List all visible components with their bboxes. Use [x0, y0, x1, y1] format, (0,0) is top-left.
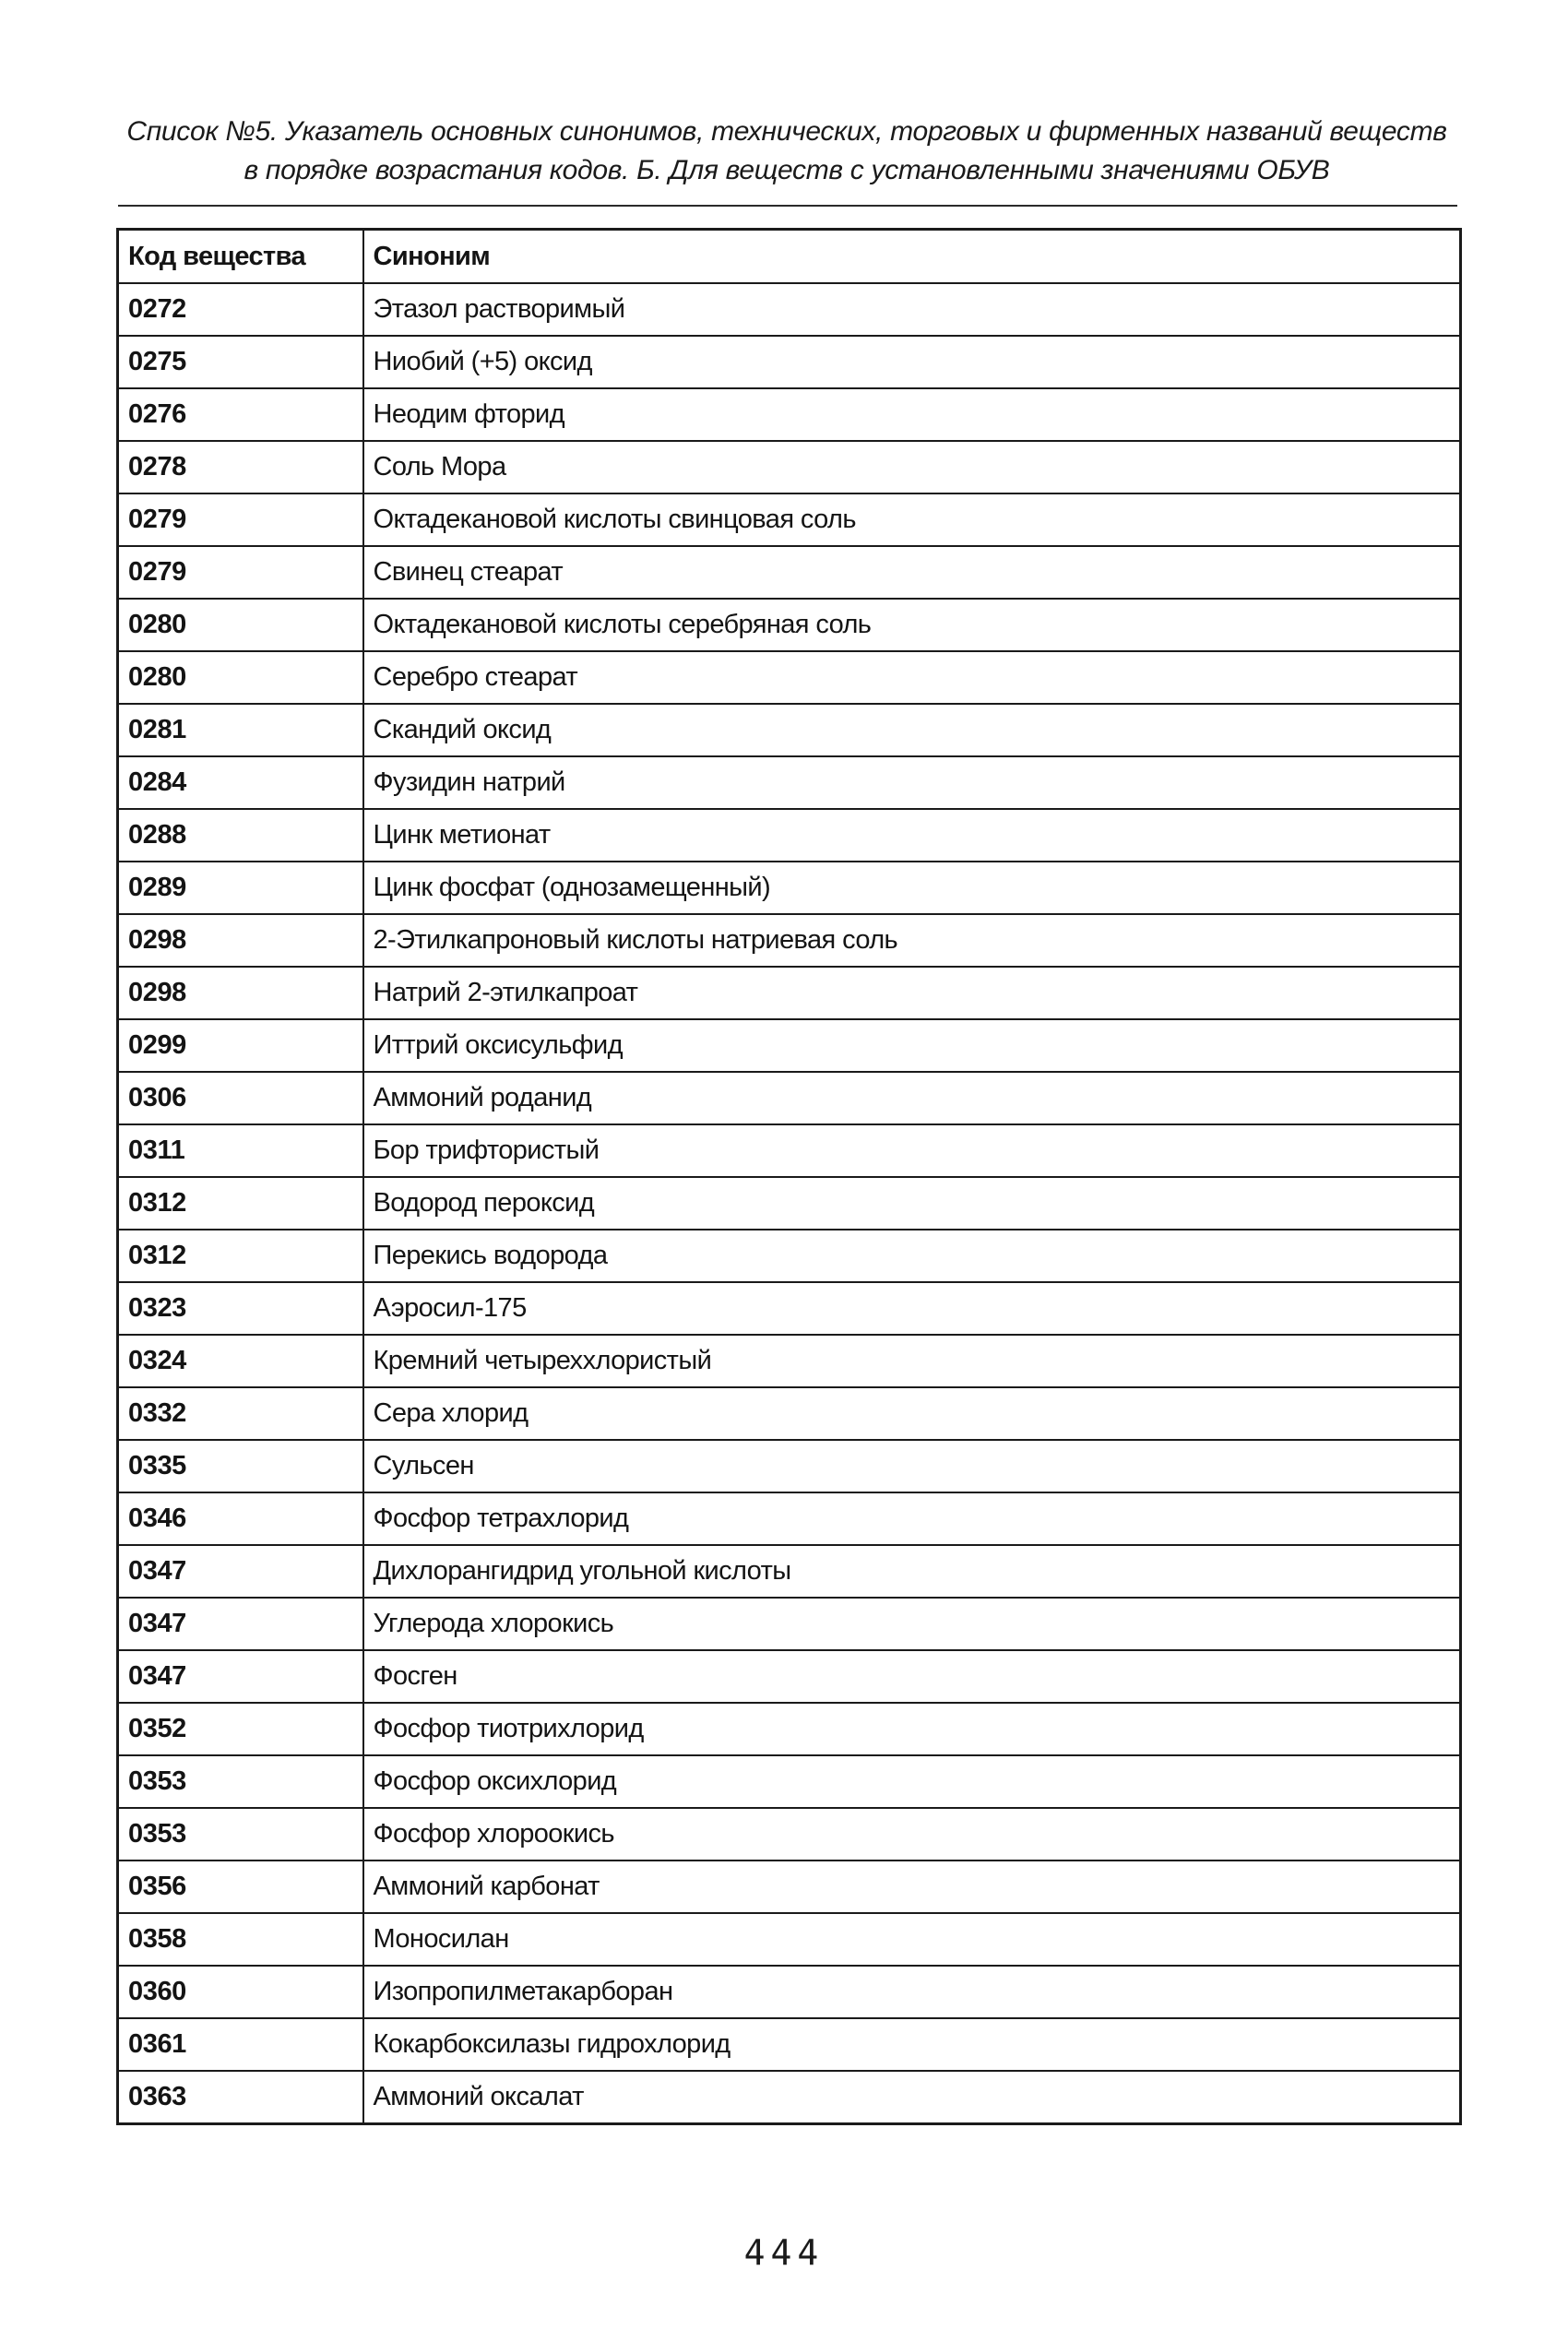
synonym-cell: Фосфор оксихлорид [363, 1755, 1461, 1808]
table-body [118, 283, 1461, 2124]
substance-code-cell: 0312 [118, 1177, 363, 1230]
table-row [118, 1230, 1461, 1282]
table-row [118, 1019, 1461, 1072]
substance-code-cell: 0298 [118, 914, 363, 967]
synonym-cell: Фосфор тиотрихлорид [363, 1703, 1461, 1755]
substance-code-cell: 0353 [118, 1755, 363, 1808]
substance-code-cell: 0335 [118, 1440, 363, 1492]
table-row [118, 1124, 1461, 1177]
column-header-synonym: Синоним [363, 230, 1461, 284]
synonym-cell: Перекись водорода [363, 1230, 1461, 1282]
table-row [118, 914, 1461, 967]
synonym-cell: Водород пероксид [363, 1177, 1461, 1230]
table-row [118, 283, 1461, 336]
substance-code-cell: 0311 [118, 1124, 363, 1177]
synonym-cell: Кокарбоксилазы гидрохлорид [363, 2018, 1461, 2071]
substance-code-cell: 0284 [118, 756, 363, 809]
synonym-cell: Фосфор хлороокись [363, 1808, 1461, 1861]
synonyms-table-container [116, 228, 1459, 2125]
substance-code-cell: 0275 [118, 336, 363, 388]
substance-code-cell: 0356 [118, 1861, 363, 1913]
page-header-line-2: в порядке возрастания кодов. Б. Для веществ с установленными значениями ОБУВ [244, 155, 1330, 185]
synonym-cell: Аммоний оксалат [363, 2071, 1461, 2124]
substance-code-cell: 0280 [118, 651, 363, 704]
table-row [118, 2018, 1461, 2071]
substance-code-cell: 0279 [118, 493, 363, 546]
table-row [118, 1650, 1461, 1703]
table-row [118, 2071, 1461, 2124]
table-row [118, 546, 1461, 599]
substance-code-cell: 0360 [118, 1966, 363, 2018]
synonyms-table [116, 228, 1462, 2125]
table-row [118, 862, 1461, 914]
synonym-cell: Кремний четыреххлористый [363, 1335, 1461, 1387]
table-row [118, 388, 1461, 441]
substance-code-cell: 0346 [118, 1492, 363, 1545]
table-row [118, 1387, 1461, 1440]
synonym-cell: Натрий 2-этилкапроат [363, 967, 1461, 1019]
synonym-cell: Соль Мора [363, 441, 1461, 493]
synonym-cell: Дихлорангидрид угольной кислоты [363, 1545, 1461, 1598]
table-row [118, 1282, 1461, 1335]
page-header [118, 113, 1455, 190]
synonym-cell: 2-Этилкапроновый кислоты натриевая соль [363, 914, 1461, 967]
substance-code-cell: 0279 [118, 546, 363, 599]
table-row [118, 1177, 1461, 1230]
table-row [118, 599, 1461, 651]
synonym-cell: Фузидин натрий [363, 756, 1461, 809]
column-header-code: Код вещества [118, 230, 363, 284]
synonym-cell: Серебро стеарат [363, 651, 1461, 704]
synonym-cell: Аммоний карбонат [363, 1861, 1461, 1913]
substance-code-cell: 0278 [118, 441, 363, 493]
table-row [118, 441, 1461, 493]
table-row [118, 1492, 1461, 1545]
synonym-cell: Сульсен [363, 1440, 1461, 1492]
synonym-cell: Ниобий (+5) оксид [363, 336, 1461, 388]
table-row [118, 1598, 1461, 1650]
synonym-cell: Неодим фторид [363, 388, 1461, 441]
substance-code-cell: 0289 [118, 862, 363, 914]
substance-code-cell: 0276 [118, 388, 363, 441]
table-row [118, 336, 1461, 388]
table-header-row [118, 230, 1461, 284]
table-row [118, 1966, 1461, 2018]
synonym-cell: Аммоний роданид [363, 1072, 1461, 1124]
substance-code-cell: 0280 [118, 599, 363, 651]
table-row [118, 1703, 1461, 1755]
synonym-cell: Изопропилметакарборан [363, 1966, 1461, 2018]
table-row [118, 1755, 1461, 1808]
substance-code-cell: 0288 [118, 809, 363, 862]
substance-code-cell: 0323 [118, 1282, 363, 1335]
table-row [118, 1072, 1461, 1124]
synonym-cell: Бор трифтористый [363, 1124, 1461, 1177]
table-row [118, 1545, 1461, 1598]
synonym-cell: Углерода хлорокись [363, 1598, 1461, 1650]
synonym-cell: Цинк метионат [363, 809, 1461, 862]
synonym-cell: Этазол растворимый [363, 283, 1461, 336]
table-row [118, 809, 1461, 862]
substance-code-cell: 0332 [118, 1387, 363, 1440]
substance-code-cell: 0361 [118, 2018, 363, 2071]
synonym-cell: Аэросил-175 [363, 1282, 1461, 1335]
synonym-cell: Скандий оксид [363, 704, 1461, 756]
synonym-cell: Свинец стеарат [363, 546, 1461, 599]
substance-code-cell: 0298 [118, 967, 363, 1019]
table-row [118, 493, 1461, 546]
table-row [118, 1808, 1461, 1861]
substance-code-cell: 0299 [118, 1019, 363, 1072]
substance-code-cell: 0306 [118, 1072, 363, 1124]
substance-code-cell: 0363 [118, 2071, 363, 2124]
substance-code-cell: 0347 [118, 1545, 363, 1598]
page-header-line-1: Список №5. Указатель основных синонимов, технических, торговых и фирменных названий веществ [126, 116, 1447, 147]
table-row [118, 1861, 1461, 1913]
substance-code-cell: 0347 [118, 1650, 363, 1703]
substance-code-cell: 0347 [118, 1598, 363, 1650]
substance-code-cell: 0353 [118, 1808, 363, 1861]
substance-code-cell: 0358 [118, 1913, 363, 1966]
table-row [118, 1440, 1461, 1492]
synonym-cell: Октадекановой кислоты свинцовая соль [363, 493, 1461, 546]
header-divider [118, 205, 1457, 207]
table-row [118, 967, 1461, 1019]
substance-code-cell: 0352 [118, 1703, 363, 1755]
table-row [118, 1335, 1461, 1387]
table-row [118, 651, 1461, 704]
substance-code-cell: 0272 [118, 283, 363, 336]
synonym-cell: Сера хлорид [363, 1387, 1461, 1440]
table-row [118, 756, 1461, 809]
substance-code-cell: 0312 [118, 1230, 363, 1282]
table-row [118, 704, 1461, 756]
table-row [118, 1913, 1461, 1966]
synonym-cell: Фосфор тетрахлорид [363, 1492, 1461, 1545]
synonym-cell: Октадекановой кислоты серебряная соль [363, 599, 1461, 651]
page-number: 444 [743, 2232, 825, 2273]
synonym-cell: Фосген [363, 1650, 1461, 1703]
substance-code-cell: 0324 [118, 1335, 363, 1387]
substance-code-cell: 0281 [118, 704, 363, 756]
synonym-cell: Моносилан [363, 1913, 1461, 1966]
synonym-cell: Иттрий оксисульфид [363, 1019, 1461, 1072]
synonym-cell: Цинк фосфат (однозамещенный) [363, 862, 1461, 914]
